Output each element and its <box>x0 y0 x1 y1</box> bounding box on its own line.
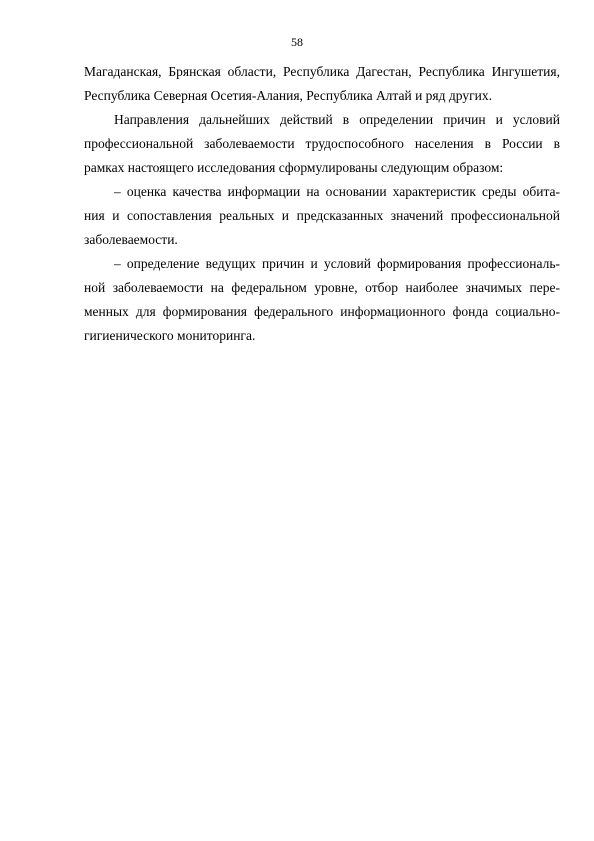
list-item-quality-assessment <box>84 180 560 252</box>
text-line: Республика Северная Осетия-Алания, Республика Алтай и ряд других. <box>84 88 492 103</box>
text-line: ной заболеваемости на федеральном уровне, отбор наиболее значимых пере- <box>84 280 560 295</box>
text-line: заболеваемости. <box>84 232 178 247</box>
page-number: 58 <box>291 35 303 49</box>
text-line: рамках настоящего исследования сформулированы следующим образом: <box>84 160 504 175</box>
text-line: профессиональной заболеваемости трудоспособного населения в России в <box>84 136 560 151</box>
document-body <box>84 60 560 348</box>
paragraph-research-directions <box>84 108 560 180</box>
text-line: менных для формирования федерального информационного фонда социально- <box>84 304 560 319</box>
text-line: Направления дальнейших действий в определении причин и условий <box>114 112 560 127</box>
paragraph-regions <box>84 60 560 108</box>
text-line: Магаданская, Брянская области, Республика Дагестан, Республика Ингушетия, <box>84 64 560 79</box>
text-line: – определение ведущих причин и условий формирования профессиональ- <box>114 256 560 271</box>
text-line: гигиенического мониторинга. <box>84 328 256 343</box>
list-item-leading-causes <box>84 252 560 348</box>
text-line: – оценка качества информации на основании характеристик среды обита- <box>114 184 560 199</box>
text-line: ния и сопоставления реальных и предсказанных значений профессиональной <box>84 208 560 223</box>
